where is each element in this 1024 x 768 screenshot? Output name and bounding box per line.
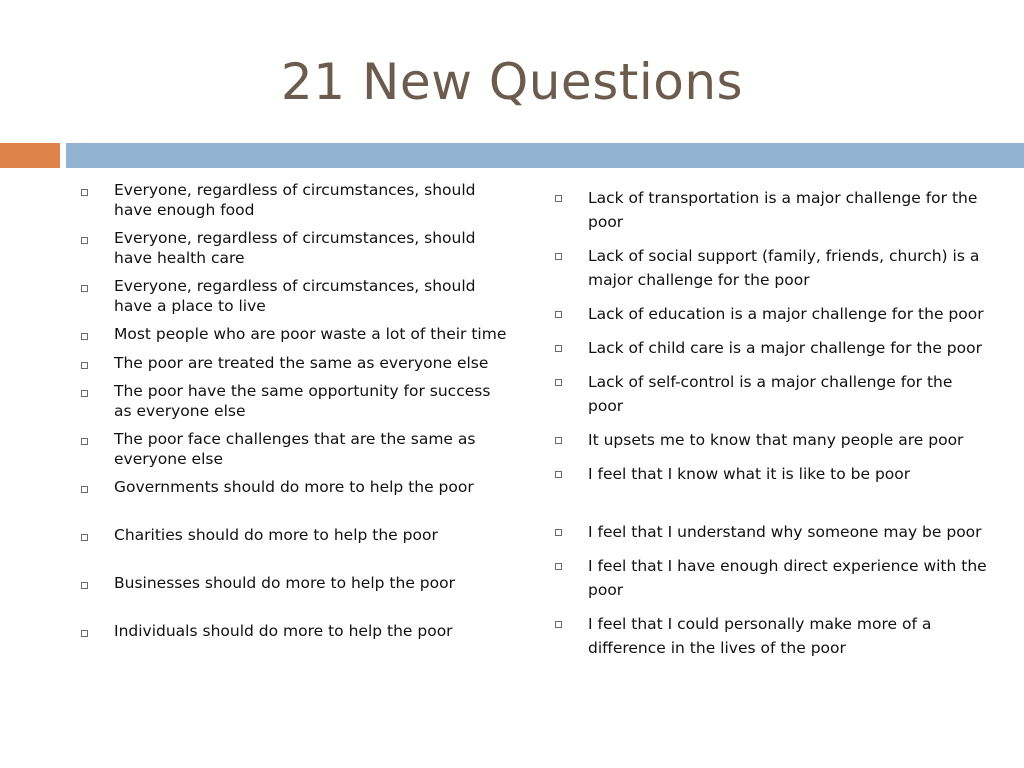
square-bullet-icon [555, 471, 562, 478]
square-bullet-icon [81, 486, 88, 493]
item-text: Charities should do more to help the poor [114, 526, 438, 544]
list-item [78, 526, 508, 546]
slide-title: 21 New Questions [280, 53, 744, 111]
item-text: Lack of transportation is a major challenge for the poor [588, 189, 978, 231]
square-bullet-icon [81, 333, 88, 340]
item-text: Everyone, regardless of circumstances, should have enough food [114, 181, 476, 219]
square-bullet-icon [81, 390, 88, 397]
item-text: I feel that I understand why someone may be poor [588, 523, 982, 541]
item-text: Lack of education is a major challenge for the poor [588, 305, 984, 323]
list-item [78, 325, 508, 345]
square-bullet-icon [555, 253, 562, 260]
square-bullet-icon [81, 237, 88, 244]
square-bullet-icon [555, 379, 562, 386]
list-item [552, 612, 992, 660]
accent-bar-orange [0, 143, 60, 168]
item-text: I feel that I have enough direct experience with the poor [588, 557, 987, 599]
item-text: Most people who are poor waste a lot of their time [114, 325, 507, 343]
list-item [552, 370, 992, 418]
list-item [552, 462, 992, 486]
left-question-list [78, 181, 508, 642]
list-item [552, 520, 992, 544]
item-text: Individuals should do more to help the poor [114, 622, 453, 640]
item-text: The poor face challenges that are the same as everyone else [114, 430, 476, 468]
item-text: Lack of social support (family, friends, church) is a major challenge for the poor [588, 247, 980, 289]
list-item [78, 478, 508, 498]
square-bullet-icon [81, 630, 88, 637]
square-bullet-icon [555, 195, 562, 202]
list-item [552, 428, 992, 452]
list-item [78, 622, 508, 642]
square-bullet-icon [81, 582, 88, 589]
item-text: Lack of child care is a major challenge for the poor [588, 339, 982, 357]
item-text: Businesses should do more to help the poor [114, 574, 455, 592]
list-item [78, 229, 508, 268]
item-text: The poor are treated the same as everyone else [114, 353, 489, 372]
square-bullet-icon [555, 437, 562, 444]
square-bullet-icon [555, 311, 562, 318]
item-text: I feel that I could personally make more of a difference in the lives of the poor [588, 615, 932, 657]
item-text: Lack of self-control is a major challenge for the poor [588, 373, 953, 415]
square-bullet-icon [81, 534, 88, 541]
list-item [78, 382, 508, 421]
list-item [552, 302, 992, 326]
square-bullet-icon [555, 529, 562, 536]
list-item [78, 181, 508, 220]
item-text: Everyone, regardless of circumstances, should have a place to live [114, 277, 476, 315]
item-text: Governments should do more to help the poor [114, 478, 474, 496]
list-item [78, 354, 508, 374]
square-bullet-icon [81, 189, 88, 196]
list-item [552, 186, 992, 234]
item-text: Everyone, regardless of circumstances, should have health care [114, 229, 476, 267]
square-bullet-icon [81, 438, 88, 445]
square-bullet-icon [555, 563, 562, 570]
list-item [552, 244, 992, 292]
list-item [552, 336, 992, 360]
square-bullet-icon [555, 621, 562, 628]
item-text: The poor have the same opportunity for success as everyone else [114, 382, 491, 420]
item-text: It upsets me to know that many people are poor [588, 431, 964, 449]
square-bullet-icon [555, 345, 562, 352]
list-item [552, 554, 992, 602]
square-bullet-icon [81, 362, 88, 369]
list-item [78, 430, 508, 469]
list-item [78, 277, 508, 316]
list-item [78, 574, 508, 594]
accent-bar-blue [66, 143, 1024, 168]
square-bullet-icon [81, 285, 88, 292]
right-question-list [552, 186, 992, 660]
item-text: I feel that I know what it is like to be poor [588, 465, 911, 483]
